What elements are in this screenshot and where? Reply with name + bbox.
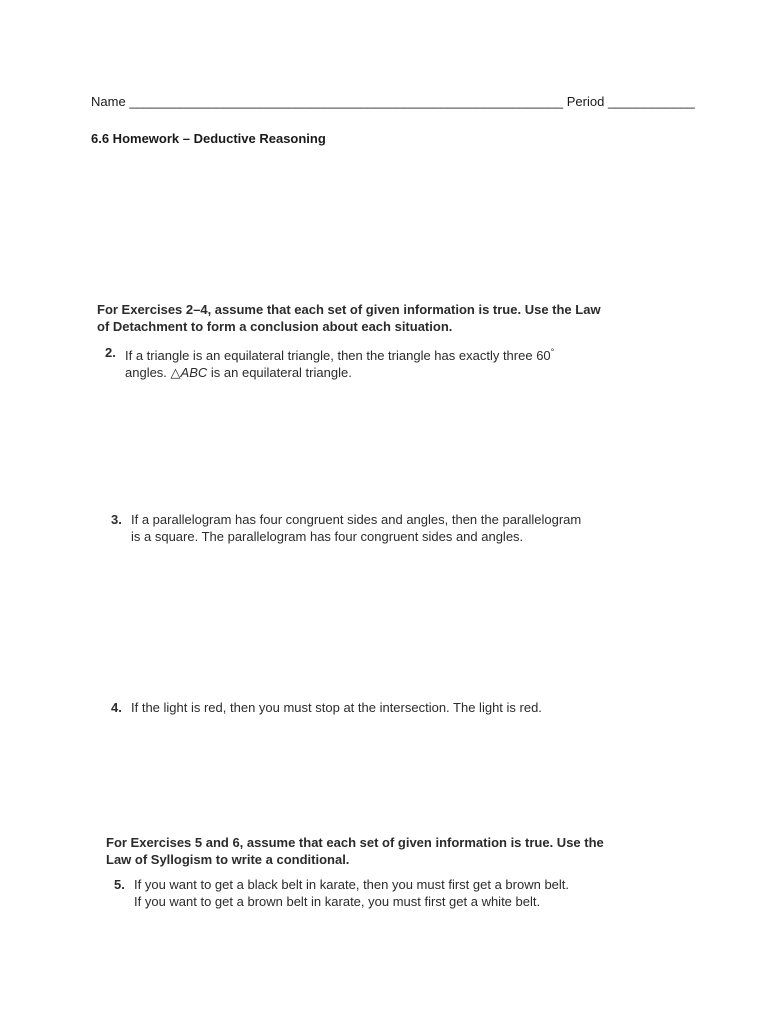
exercise-2-line1 (105, 344, 554, 364)
exercise-2 (105, 344, 554, 381)
degree-symbol: ° (550, 347, 555, 357)
page-title: 6.6 Homework – Deductive Reasoning (91, 131, 326, 146)
exercise-3-number: 3. (111, 512, 122, 527)
exercise-4-number: 4. (111, 700, 122, 715)
section2-instructions-line1: For Exercises 5 and 6, assume that each set of given information is true. Use the (106, 835, 604, 850)
exercise-5 (114, 876, 569, 910)
section2-instructions (106, 834, 604, 868)
exercise-4 (111, 699, 542, 716)
exercise-5-line1: If you want to get a black belt in karate, then you must first get a brown belt. (134, 877, 570, 892)
exercise-4-line1: If the light is red, then you must stop at the intersection. The light is red. (131, 700, 542, 715)
period-blank[interactable]: ____________ (607, 94, 695, 109)
exercise-3 (111, 511, 581, 545)
exercise-2-line2-end: is an equilateral triangle. (207, 365, 352, 380)
section1-instructions-line1: For Exercises 2–4, assume that each set of given information is true. Use the Law (97, 302, 601, 317)
exercise-3-line1: If a parallelogram has four congruent sides and angles, then the parallelogram (131, 512, 582, 527)
name-label: Name (91, 94, 126, 109)
exercise-2-line2-text: angles. (125, 365, 171, 380)
section1-instructions (97, 301, 601, 335)
exercise-5-number: 5. (114, 877, 125, 892)
name-period-line (91, 94, 695, 109)
exercise-3-line2: is a square. The parallelogram has four congruent sides and angles. (131, 529, 524, 544)
triangle-icon: △ (170, 365, 181, 380)
period-label: Period (566, 94, 605, 109)
section2-instructions-line2: Law of Syllogism to write a conditional. (106, 852, 350, 867)
exercise-2-line1-text: If a triangle is an equilateral triangle, then the triangle has exactly three 60 (125, 348, 551, 363)
name-blank[interactable]: ____________________________________________________________ (129, 94, 564, 109)
section1-instructions-line2: of Detachment to form a conclusion about each situation. (97, 319, 453, 334)
triangle-name: ABC (180, 365, 208, 380)
exercise-2-line2 (105, 364, 554, 381)
exercise-5-line2: If you want to get a brown belt in karate, you must first get a white belt. (134, 894, 541, 909)
exercise-2-number: 2. (105, 345, 116, 360)
